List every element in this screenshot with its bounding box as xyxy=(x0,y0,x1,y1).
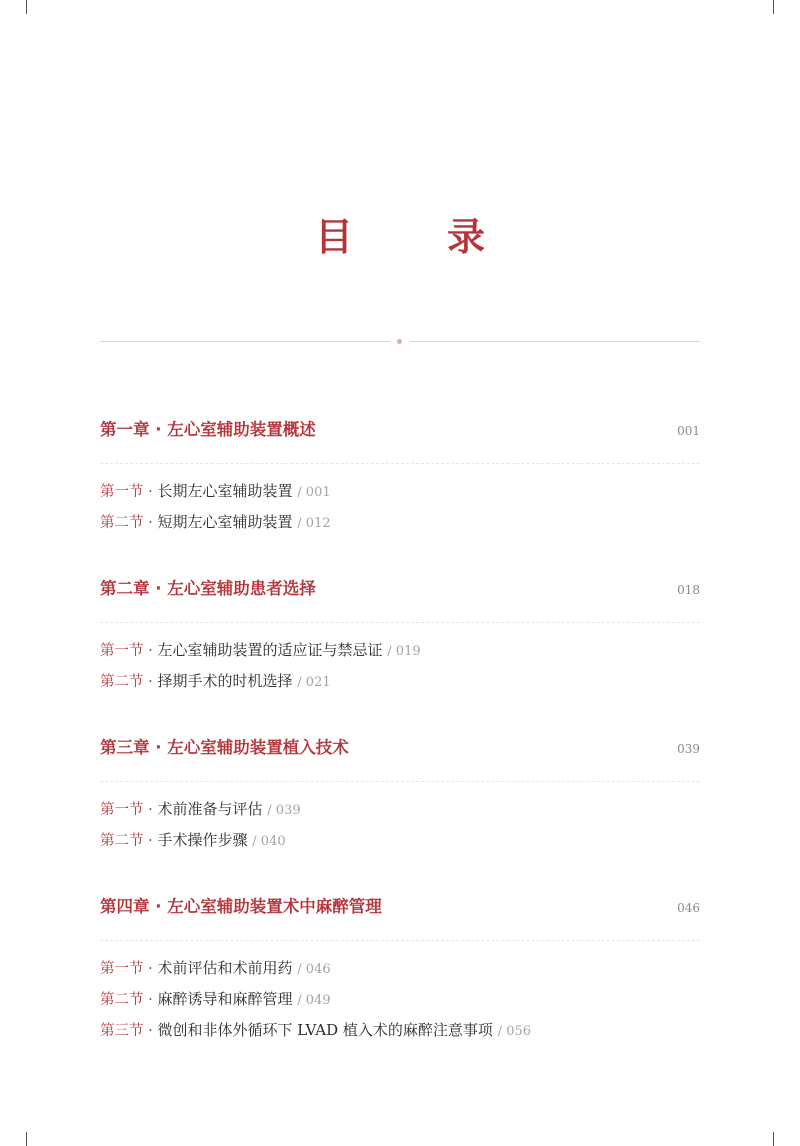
crop-mark-top-left xyxy=(26,0,27,14)
chapter-divider xyxy=(100,622,700,623)
crop-mark-bottom-right xyxy=(773,1132,774,1146)
section-title: 术前评估和术前用药 xyxy=(157,959,293,977)
chapter-title[interactable]: 第一章 · 左心室辅助装置概述 xyxy=(100,420,316,439)
section-page-number: / 046 xyxy=(297,962,331,977)
section-page-number: / 019 xyxy=(387,644,421,659)
section-page-number: / 021 xyxy=(297,675,331,690)
section-title: 微创和非体外循环下 LVAD 植入术的麻醉注意事项 xyxy=(157,1021,493,1039)
section-entry[interactable] xyxy=(100,798,700,829)
crop-mark-top-right xyxy=(773,0,774,14)
chapter-page-number: 001 xyxy=(677,424,700,438)
section-entry[interactable] xyxy=(100,988,700,1019)
section-entry[interactable] xyxy=(100,511,700,542)
section-label: 第一节 · xyxy=(100,802,153,818)
chapter-page-number: 039 xyxy=(677,742,700,756)
chapter-title[interactable]: 第二章 · 左心室辅助患者选择 xyxy=(100,579,316,598)
section-label: 第一节 · xyxy=(100,484,153,500)
section-title: 长期左心室辅助装置 xyxy=(157,482,293,500)
chapter-divider xyxy=(100,781,700,782)
section-page-number: / 012 xyxy=(297,516,331,531)
section-page-number: / 049 xyxy=(297,993,331,1008)
section-page-number: / 056 xyxy=(497,1024,532,1039)
section-label: 第三节 · xyxy=(100,1023,153,1039)
section-title: 左心室辅助装置的适应证与禁忌证 xyxy=(157,641,383,659)
section-page-number: / 001 xyxy=(297,485,331,500)
section-entry[interactable] xyxy=(100,957,700,988)
divider-dot xyxy=(397,339,402,344)
chapter-page-number: 018 xyxy=(677,583,700,597)
chapter-3 xyxy=(100,736,700,849)
chapter-title[interactable]: 第四章 · 左心室辅助装置术中麻醉管理 xyxy=(100,897,382,916)
chapter-4 xyxy=(100,895,700,1039)
section-title: 择期手术的时机选择 xyxy=(157,672,293,690)
chapter-1 xyxy=(100,418,700,531)
section-page-number: / 039 xyxy=(267,803,301,818)
page-title: 目 录 xyxy=(314,214,513,259)
section-label: 第二节 · xyxy=(100,674,153,690)
section-title: 麻醉诱导和麻醉管理 xyxy=(157,990,293,1008)
title-divider xyxy=(100,341,700,342)
chapter-2 xyxy=(100,577,700,690)
section-page-number: / 040 xyxy=(252,834,286,849)
section-label: 第一节 · xyxy=(100,643,153,659)
chapter-page-number: 046 xyxy=(677,901,700,915)
chapter-divider xyxy=(100,463,700,464)
section-entry[interactable] xyxy=(100,480,700,511)
section-label: 第二节 · xyxy=(100,515,153,531)
section-title: 术前准备与评估 xyxy=(157,800,263,818)
section-title: 短期左心室辅助装置 xyxy=(157,513,293,531)
section-entry[interactable] xyxy=(100,670,700,701)
section-entry[interactable] xyxy=(100,639,700,670)
section-label: 第一节 · xyxy=(100,961,153,977)
section-title: 手术操作步骤 xyxy=(157,831,248,849)
crop-mark-bottom-left xyxy=(26,1132,27,1146)
section-entry[interactable] xyxy=(100,829,700,860)
chapter-title[interactable]: 第三章 · 左心室辅助装置植入技术 xyxy=(100,738,349,757)
section-label: 第二节 · xyxy=(100,833,153,849)
chapter-divider xyxy=(100,940,700,941)
section-label: 第二节 · xyxy=(100,992,153,1008)
section-entry[interactable] xyxy=(100,1019,700,1050)
